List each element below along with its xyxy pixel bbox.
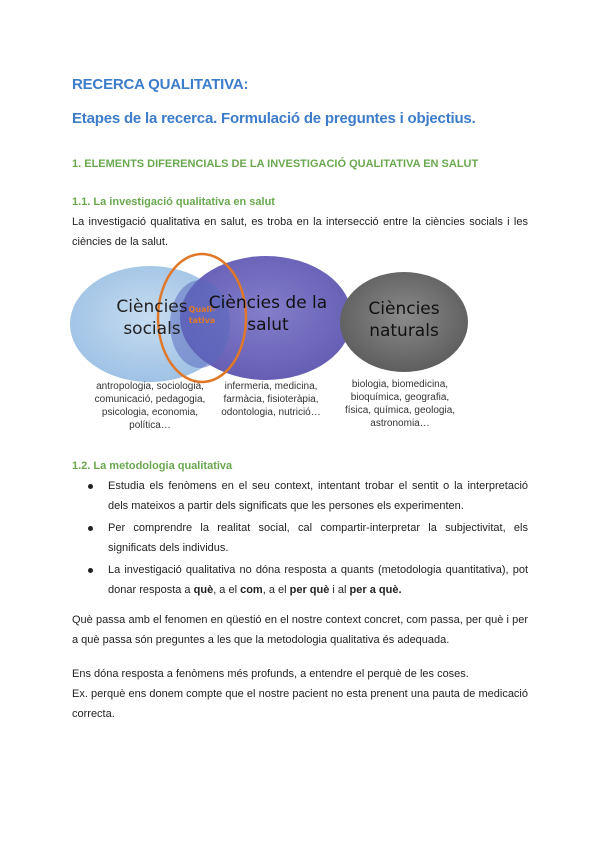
venn-diagram: [68, 252, 538, 442]
bullet-dot: [88, 568, 93, 573]
label-qualitative: [174, 304, 230, 326]
list-item: [72, 476, 528, 516]
bullet-text: [108, 564, 528, 596]
label-social-sciences-line2: socials: [123, 319, 181, 339]
document-subtitle: Etapes de la recerca. Formulació de preguntes i objectius.: [72, 110, 476, 127]
bold-que: què: [193, 584, 214, 596]
label-qualitative-line1: Quali-: [188, 305, 216, 314]
bullet-dot: [88, 526, 93, 531]
section-1-2-heading: 1.2. La metodologia qualitativa: [72, 460, 233, 472]
list-item: [72, 518, 528, 558]
section-1-heading: 1. ELEMENTS DIFERENCIALS DE LA INVESTIGACIÓ QUALITATIVA EN SALUT: [72, 158, 479, 170]
caption-health-sciences: infermeria, medicina, farmàcia, fisioteràpia, odontologia, nutrició…: [221, 381, 321, 418]
list-item: [72, 560, 528, 600]
document-title: RECERCA QUALITATIVA:: [72, 76, 249, 93]
bullet-text-sep: , a el: [262, 584, 290, 596]
bullet-text-sep: , a el: [213, 584, 241, 596]
caption-natural-sciences: biologia, biomedicina, bioquímica, geografia, física, química, geologia, astronomia…: [344, 379, 456, 429]
section-1-1-heading: 1.1. La investigació qualitativa en salut: [72, 196, 275, 208]
label-health-sciences-line2: salut: [247, 315, 289, 335]
label-natural-sciences-line2: naturals: [369, 321, 439, 341]
bullet-text-sep: i al: [329, 584, 350, 596]
bullet-text: Estudia els fenòmens en el seu context, intentant trobar el sentit o la interpretació dels mateixos a partir dels significats que les persones els experimenten.: [108, 480, 528, 512]
section-1-1-text: La investigació qualitativa en salut, es troba en la intersecció entre la ciències socials i les ciències de la salut.: [72, 216, 528, 248]
label-social-sciences-line1: Ciències: [116, 297, 188, 317]
bullet-dot: [88, 484, 93, 489]
methodology-bullet-list: [72, 476, 528, 602]
bullet-text-part: La investigació qualitativa no dóna resposta a quants (metodologia quantitativa), pot donar resposta a: [108, 564, 528, 596]
label-natural-sciences: [348, 298, 460, 342]
bold-per-a-que: per a què.: [349, 584, 402, 596]
paragraph-questions: Què passa amb el fenomen en qüestió en el nostre context concret, com passa, per què i per a què passa són preguntes a les que la metodologia qualitativa és adequada.: [72, 614, 528, 646]
label-natural-sciences-line1: Ciències: [368, 299, 440, 319]
bullet-text: Per comprendre la realitat social, cal compartir-interpretar la subjectivitat, els significats dels individus.: [108, 522, 528, 554]
label-health-sciences-line1: Ciències de la: [208, 293, 328, 313]
bold-per-que: per què: [289, 584, 330, 596]
paragraph-deeper: Ens dóna resposta a fenòmens més profunds, a entendre el perquè de les coses.: [72, 668, 469, 680]
paragraph-example: Ex. perquè ens donem compte que el nostre pacient no esta prenent una pauta de medicació correcta.: [72, 688, 528, 720]
label-qualitative-line2: tativa: [188, 316, 216, 325]
bold-com: com: [240, 584, 263, 596]
caption-social-sciences: antropologia, sociologia, comunicació, pedagogia, psicologia, economia, política…: [94, 381, 206, 431]
